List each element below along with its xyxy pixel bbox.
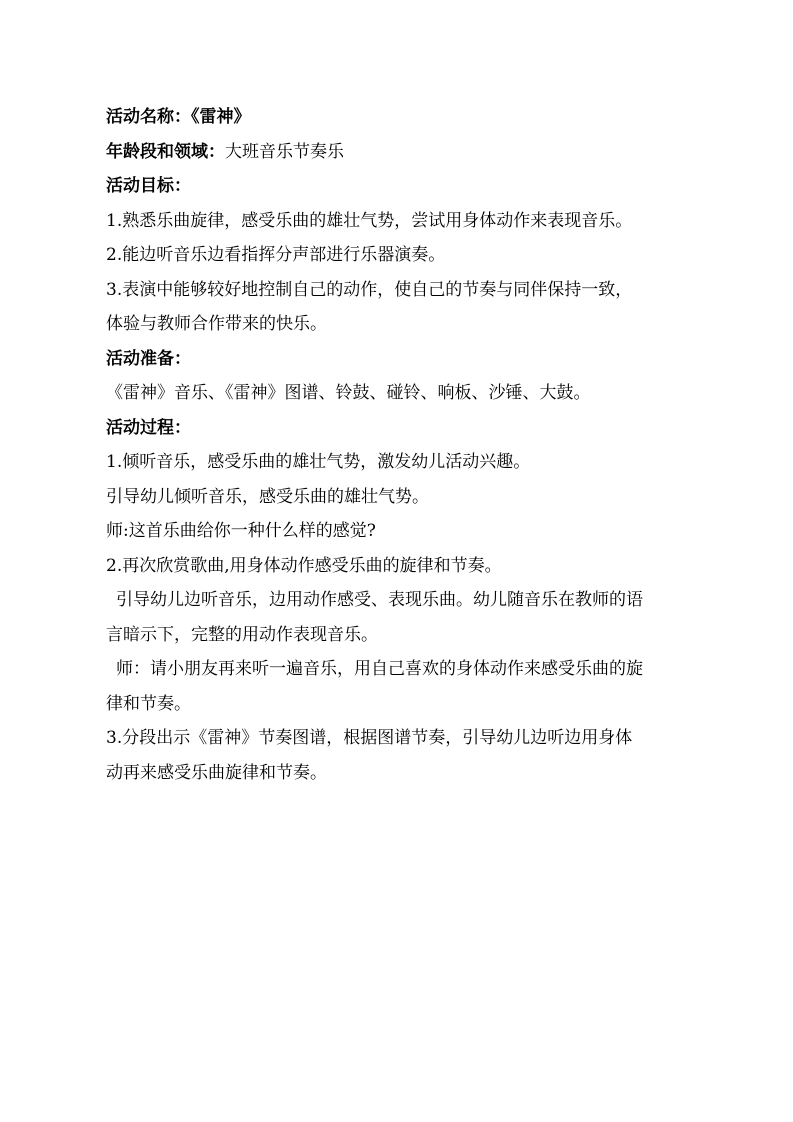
step-2-teacher (106, 652, 696, 721)
goal-item-3 (106, 273, 696, 342)
step-2: 2.再次欣赏歌曲,用身体动作感受乐曲的旋律和节奏。 (106, 555, 502, 576)
step-3-line-1: 3.分段出示《雷神》节奏图谱，根据图谱节奏，引导幼儿边听边用身体 (106, 728, 633, 748)
age-domain-line (106, 135, 696, 170)
step-1-detail: 引导幼儿倾听音乐，感受乐曲的雄壮气势。 (106, 486, 429, 507)
age-domain-label: 年龄段和领域： (106, 141, 225, 162)
step-3 (106, 721, 696, 790)
step-2-teacher-line-1: 师：请小朋友再来听一遍音乐，用自己喜欢的身体动作来感受乐曲的旋 (116, 659, 643, 679)
goal-item-3-line-1: 3.表演中能够较好地控制自己的动作，使自己的节奏与同伴保持一致， (106, 279, 633, 300)
process-heading: 活动过程： (106, 417, 191, 438)
goals-heading: 活动目标： (106, 176, 191, 196)
goal-item-3-line-2: 体验与教师合作带来的快乐。 (106, 314, 327, 334)
goal-item-2: 2.能边听音乐边看指挥分声部进行乐器演奏。 (106, 245, 446, 265)
prep-text: 《雷神》音乐、《雷神》图谱、铃鼓、碰铃、响板、沙锤、大鼓。 (106, 383, 591, 403)
step-2-detail-line-2: 言暗示下，完整的用动作表现音乐。 (106, 624, 378, 645)
step-2-detail (106, 583, 696, 652)
age-domain-value: 大班音乐节奏乐 (225, 141, 344, 162)
step-2-teacher-line-2: 律和节奏。 (106, 693, 191, 714)
activity-name-line (106, 100, 696, 135)
activity-name-label: 活动名称： (106, 107, 191, 127)
step-3-line-2: 动再来感受乐曲旋律和节奏。 (106, 762, 327, 783)
prep-heading: 活动准备： (106, 348, 191, 369)
goal-item-1: 1.熟悉乐曲旋律，感受乐曲的雄壮气势，尝试用身体动作来表现音乐。 (106, 210, 633, 231)
step-2-detail-line-1: 引导幼儿边听音乐，边用动作感受、表现乐曲。幼儿随音乐在教师的语 (116, 590, 643, 610)
step-1-question: 师:这首乐曲给你一种什么样的感觉? (106, 521, 376, 541)
activity-name-value: 《雷神》 (191, 107, 251, 127)
step-1: 1.倾听音乐，感受乐曲的雄壮气势，激发幼儿活动兴趣。 (106, 452, 531, 472)
document-body (106, 100, 696, 790)
